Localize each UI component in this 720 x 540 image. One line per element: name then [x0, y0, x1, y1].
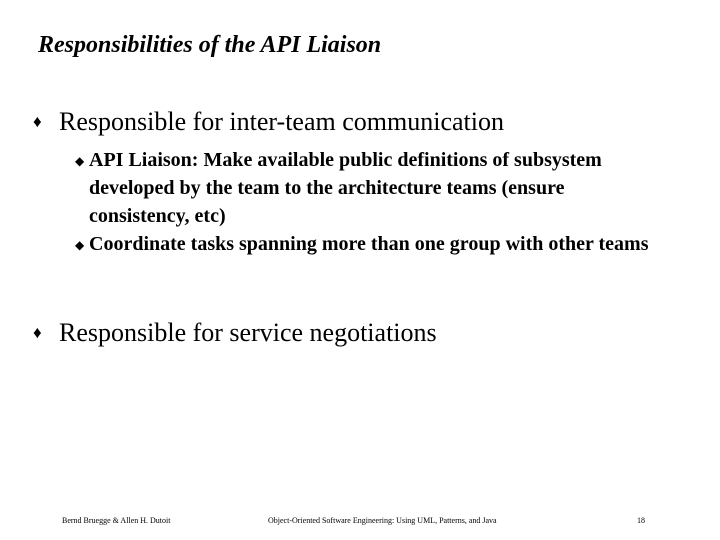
sub-bullet-coordinate-tasks — [75, 230, 665, 258]
sub-bullet-text: Coordinate tasks spanning more than one group with other teams — [89, 233, 649, 255]
diamond-bullet-icon: ♦ — [33, 323, 42, 342]
sub-bullet-api-liaison — [75, 146, 665, 230]
bullet-service-negotiations — [33, 317, 437, 348]
footer-book-title: Object-Oriented Software Engineering: Using UML, Patterns, and Java — [268, 516, 497, 525]
bullet-text: Responsible for service negotiations — [59, 318, 437, 347]
bullet-text: Responsible for inter-team communication — [59, 107, 504, 136]
sub-bullet-text: API Liaison: Make available public definitions of subsystem developed by the team to the architecture teams (ensure consistency, etc) — [89, 149, 602, 227]
sub-bullet-list — [75, 146, 665, 258]
diamond-bullet-icon: ◆ — [75, 238, 85, 252]
slide-title: Responsibilities of the API Liaison — [38, 32, 382, 58]
footer-page-number: 18 — [637, 516, 645, 525]
diamond-bullet-icon: ♦ — [33, 112, 42, 131]
bullet-inter-team-communication — [33, 106, 504, 137]
footer-authors: Bernd Bruegge & Allen H. Dutoit — [62, 516, 171, 525]
diamond-bullet-icon: ◆ — [75, 154, 85, 168]
